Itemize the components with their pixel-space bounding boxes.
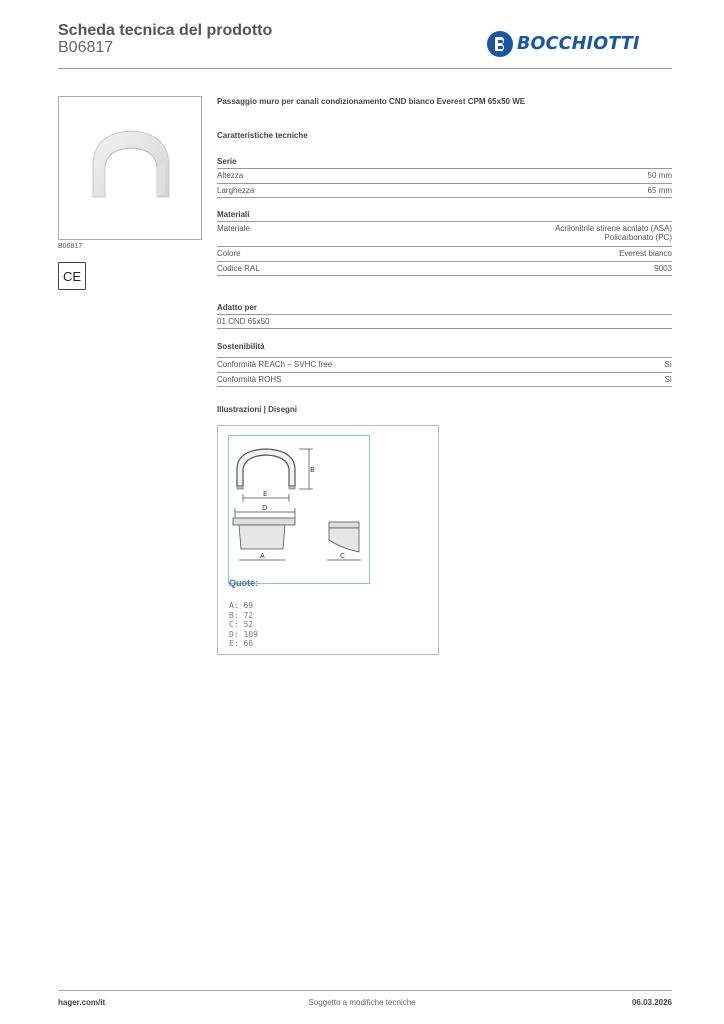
dimensions-list: [229, 601, 258, 649]
row-value: Sì: [664, 375, 672, 384]
row-label: Colore: [217, 249, 241, 258]
product-photo-icon: [59, 97, 201, 239]
table-row: [217, 261, 672, 276]
dimension-drawing-icon: [229, 436, 369, 583]
table-row: [217, 372, 672, 387]
dimension-item: E: 66: [229, 639, 254, 649]
row-value: 65 mm: [647, 186, 672, 195]
footer-divider: [58, 990, 672, 991]
product-code-label: B06817: [58, 243, 83, 250]
dimension-item: B: 72: [229, 610, 254, 620]
technical-drawing: [228, 435, 370, 584]
row-label: Materiale: [217, 224, 250, 233]
row-value: Everest bianco: [619, 249, 672, 258]
row-label: Larghezza: [217, 186, 255, 195]
section-tech-title: Caratteristiche tecniche: [217, 131, 308, 140]
table-row: [217, 246, 672, 261]
section-adatto-title: Adatto per: [217, 303, 257, 312]
dimension-label-e: E: [263, 490, 268, 498]
table-row: [217, 357, 672, 372]
table-row: [217, 221, 672, 246]
section-materiali-title: Materiali: [217, 210, 250, 219]
dimension-label-a: A: [260, 552, 265, 560]
dimension-label-c: C: [340, 552, 345, 560]
row-value: 9003: [654, 264, 672, 273]
brand-logo: [486, 28, 640, 60]
dimension-label-d: D: [262, 504, 268, 512]
product-code-header: B06817: [58, 39, 114, 56]
dimension-item: D: 109: [229, 629, 258, 639]
row-value: [555, 224, 672, 246]
row-label: Codice RAL: [217, 264, 260, 273]
row-label: Conformità REACh – SVHC free: [217, 360, 333, 369]
footer-date: 06.03.2026: [631, 998, 672, 1007]
dimension-item: C: 52: [229, 620, 254, 630]
section-serie-title: Serie: [217, 157, 237, 166]
bocchiotti-logo-icon: [486, 30, 514, 58]
dimensions-title: Quote:: [229, 578, 258, 588]
section-illustrazioni-title: Illustrazioni | Disegni: [217, 405, 298, 414]
technical-drawing-panel: [217, 425, 439, 655]
footer-notice: Soggetto a modifiche tecniche: [308, 998, 416, 1007]
table-row: [217, 314, 672, 329]
header-divider: [58, 68, 672, 69]
dimension-label-b: B: [310, 466, 315, 474]
row-label: 01 CND 65x50: [217, 317, 270, 326]
brand-name: BOCCHIOTTI: [517, 34, 640, 54]
dimension-item: A: 69: [229, 601, 254, 610]
product-title: Passaggio muro per canali condizionamento CND bianco Everest CPM 65x50 WE: [217, 97, 526, 106]
row-label: Conformità ROHS: [217, 375, 282, 384]
page-title: Scheda tecnica del prodotto: [58, 22, 273, 39]
row-value: 50 mm: [647, 171, 672, 180]
row-label: Altezza: [217, 171, 244, 180]
row-value: Sì: [664, 360, 672, 369]
section-sostenibilita-title: Sostenibilità: [217, 342, 265, 351]
footer-website-link[interactable]: hager.com/it: [58, 998, 106, 1007]
row-value-line: Acrilonitrile stirene acrilato (ASA): [555, 224, 672, 233]
product-image: [58, 96, 202, 240]
ce-mark-icon: CE: [58, 262, 86, 290]
row-value-line: Policarbonato (PC): [604, 233, 672, 242]
table-row: [217, 183, 672, 198]
table-row: [217, 168, 672, 183]
